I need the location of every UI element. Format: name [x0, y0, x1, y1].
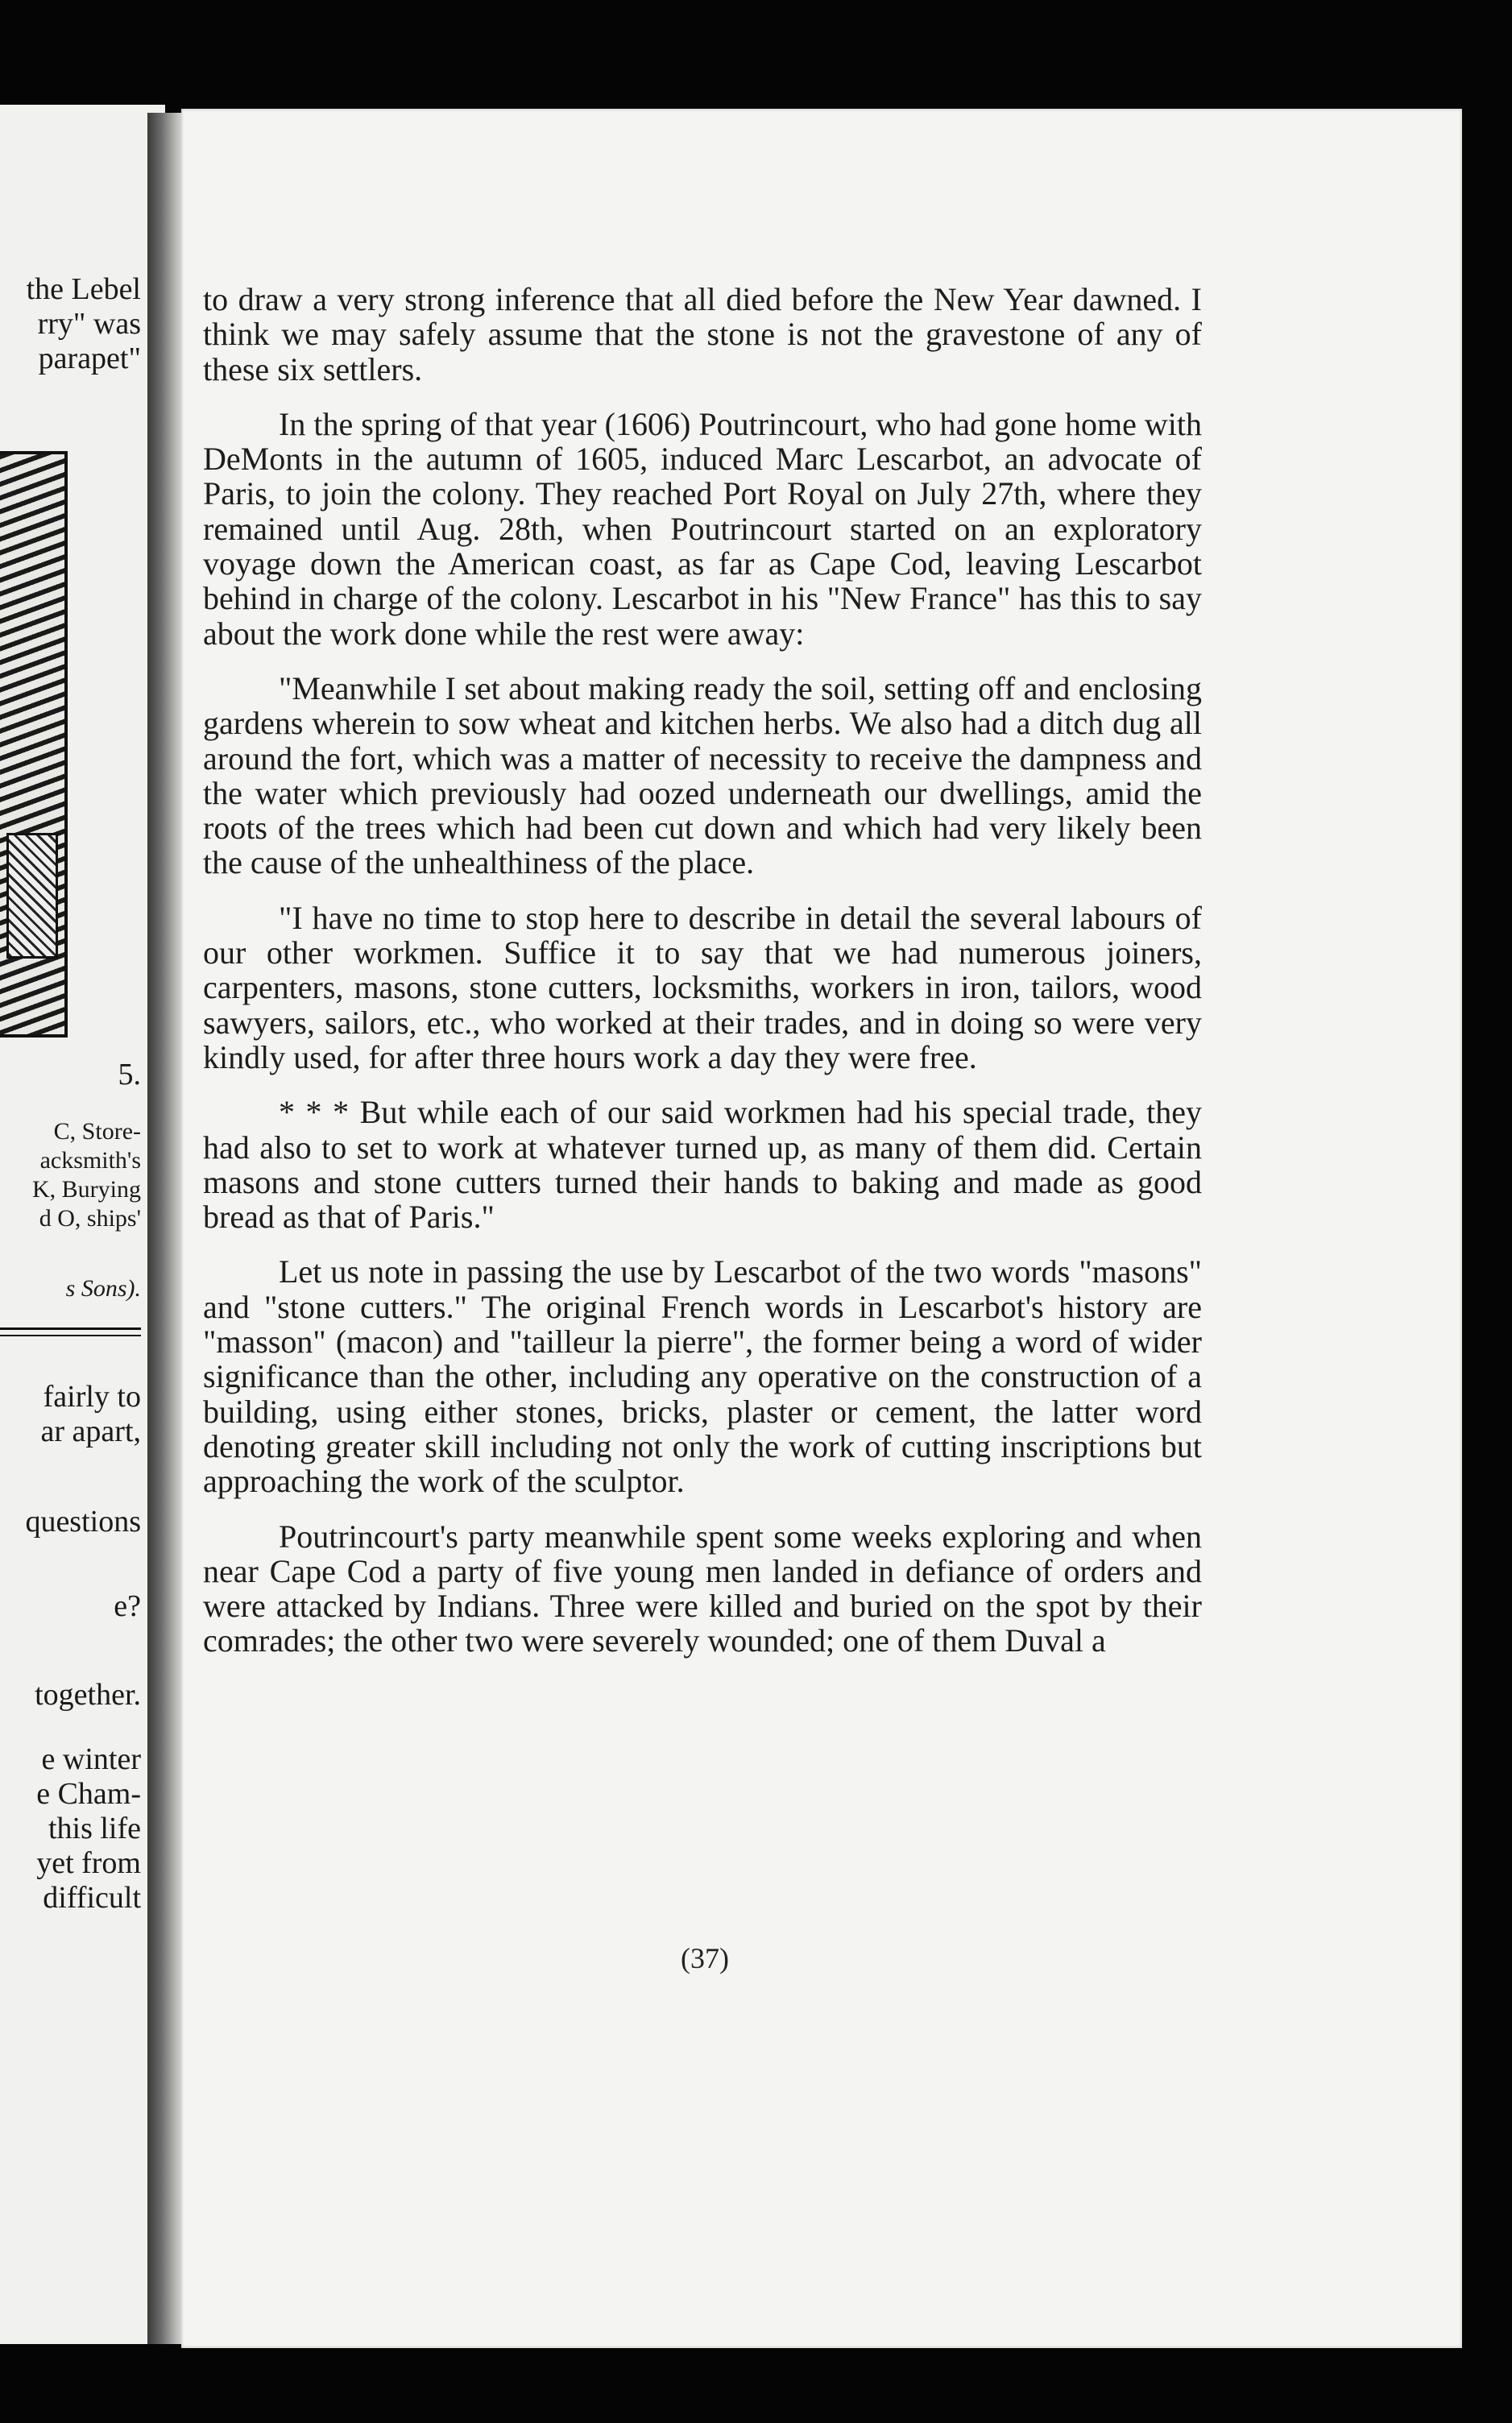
- paragraph-1: to draw a very strong inference that all died before the New Year dawned. I think we may safely assume that the stone is not the gravestone of any of these six settlers.: [203, 281, 1202, 387]
- left-page-line: ar apart,: [40, 1414, 141, 1448]
- left-page-line: e?: [114, 1589, 141, 1623]
- paragraph-2: In the spring of that year (1606) Poutrincourt, who had gone home with DeMonts in the autumn of 1605, induced Marc Lescarbot, an advocate of Paris, to join the colony. They reached Port Royal on July 27th, where they remained until Aug. 28th, when Poutrincourt started on an exploratory voyage down the American coast, as far as Cape Cod, leaving Lescarbot behind in charge of the colony. Lescarbot in his "New France" has this to say about the work done while the rest were away:: [203, 405, 1202, 652]
- left-page-line: this life: [48, 1812, 141, 1845]
- left-page-line: difficult: [43, 1881, 141, 1915]
- left-page-line: e winter: [41, 1742, 141, 1776]
- left-page-line: acksmith's: [39, 1147, 141, 1174]
- left-page-line: C, Store-: [53, 1118, 141, 1145]
- left-page-line: fairly to: [43, 1380, 141, 1414]
- left-page-line: 5.: [118, 1058, 141, 1091]
- left-page-line: the Lebel: [26, 272, 141, 306]
- left-page-line: K, Burying: [32, 1176, 141, 1203]
- left-page-line: yet from: [36, 1846, 141, 1880]
- left-page-line: rry" was: [37, 307, 141, 341]
- paragraph-5: * * * But while each of our said workmen had his special trade, they had also to set to work at whatever turned up, as many of them did. Certain masons and stone cutters turned their hands to baking and made as good bread as that of Paris.": [203, 1094, 1202, 1236]
- paragraph-7: Poutrincourt's party meanwhile spent some weeks exploring and when near Cape Cod a party of five young men landed in defiance of orders and were attacked by Indians. Three were killed and buried on the spot by their comrades; the other two were severely wounded; one of them Duval a: [203, 1518, 1202, 1659]
- left-page-line: d O, ships': [39, 1205, 141, 1232]
- page-number: (37): [681, 1942, 729, 1974]
- left-page-fragment: [0, 105, 165, 2344]
- main-page: [181, 109, 1462, 2348]
- left-page-line: e Cham-: [36, 1777, 141, 1811]
- body-text: [203, 282, 1202, 1679]
- paragraph-4: "I have no time to stop here to describe in detail the several labours of our other workmen. Suffice it to say that we had numerous joiners, carpenters, masons, stone cutters, locksmiths, workers in iron, tailors, wood sawyers, sailors, etc., who worked at their trades, and in doing so were very kindly used, for after three hours work a day they were free.: [203, 899, 1202, 1075]
- left-page-line: s Sons).: [65, 1275, 141, 1302]
- left-page-line: questions: [25, 1505, 141, 1539]
- left-page-line: together.: [35, 1678, 141, 1712]
- paragraph-3: "Meanwhile I set about making ready the soil, setting off and enclosing gardens wherein to sow wheat and kitchen herbs. We also had a ditch dug all around the fort, which was a matter of necessity to receive the dampness and the water which previously had oozed underneath our dwellings, amid the roots of the trees which had been cut down and which had very likely been the cause of the unhealthiness of the place.: [203, 669, 1202, 881]
- left-page-illustration: [0, 451, 68, 1038]
- left-page-rule: [0, 1327, 141, 1336]
- left-page-line: parapet": [38, 342, 141, 375]
- paragraph-6: Let us note in passing the use by Lescarbot of the two words "masons" and "stone cutters." The original French words in Lescarbot's history are "masson" (macon) and "tailleur la pierre", the former being a word of wider significance than the other, including any operative on the construction of a building, using either stones, bricks, plaster or cement, the latter word denoting greater skill including not only the work of cutting inscriptions but approaching the work of the sculptor.: [203, 1253, 1202, 1500]
